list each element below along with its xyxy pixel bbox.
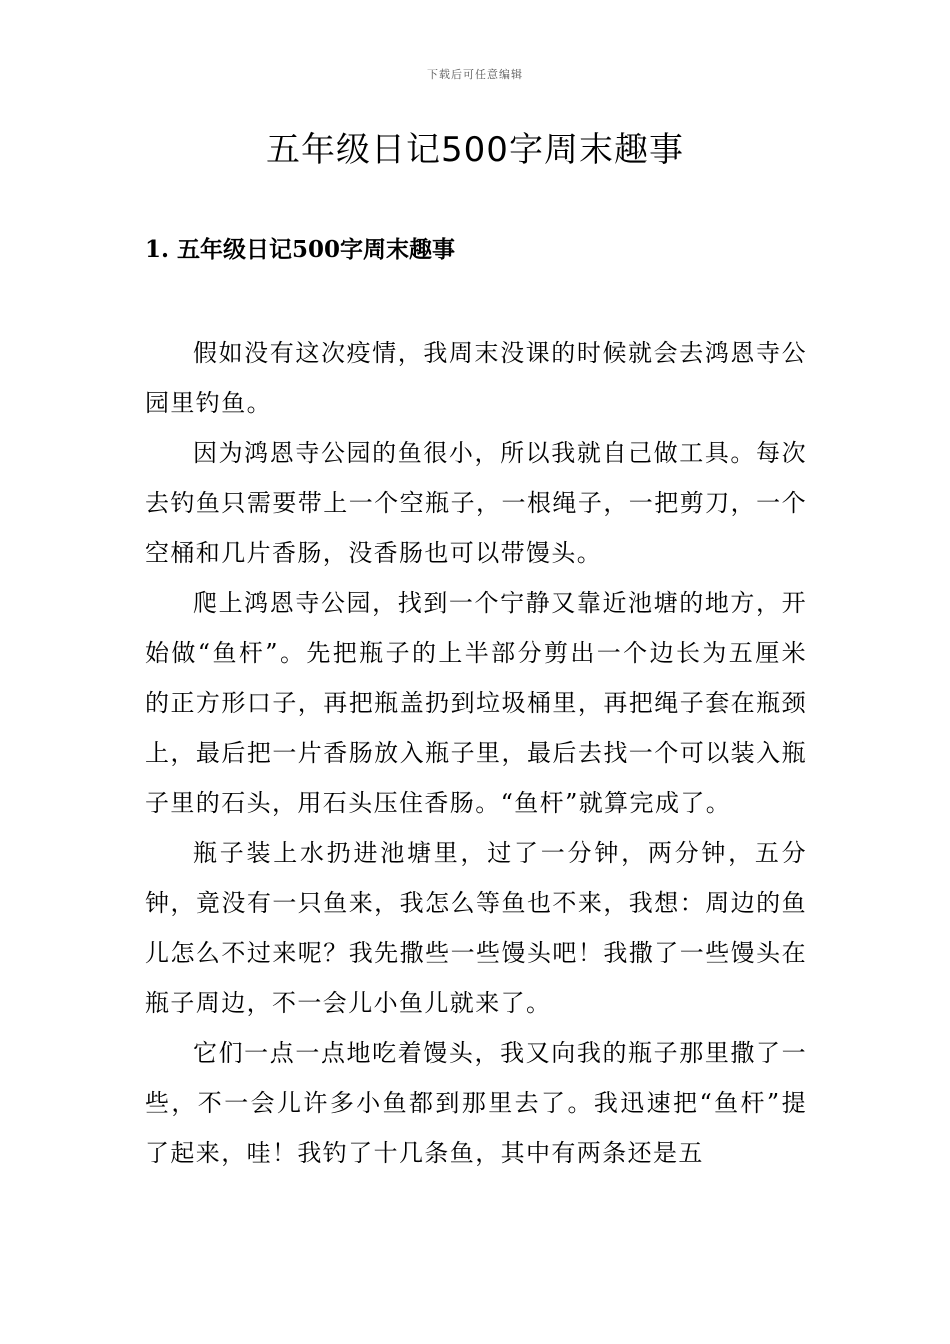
section-heading: 1. 五年级日记500字周末趣事 — [145, 236, 456, 263]
paragraph: 因为鸿恩寺公园的鱼很小，所以我就自己做工具。每次去钓鱼只需要带上一个空瓶子，一根绳子，一把剪刀，一个空桶和几片香肠，没香肠也可以带馒头。 — [145, 439, 807, 567]
paragraph: 瓶子装上水扔进池塘里，过了一分钟，两分钟，五分钟，竟没有一只鱼来，我怎么等鱼也不来，我想：周边的鱼儿怎么不过来呢？我先撒些一些馒头吧！我撒了一些馒头在瓶子周边，不一会儿小鱼儿就来了。 — [145, 839, 807, 1017]
paragraph: 假如没有这次疫情，我周末没课的时候就会去鸿恩寺公园里钓鱼。 — [145, 339, 807, 417]
paragraph: 爬上鸿恩寺公园，找到一个宁静又靠近池塘的地方，开始做“鱼杆”。先把瓶子的上半部分剪出一个边长为五厘米的正方形口子，再把瓶盖扔到垃圾桶里，再把绳子套在瓶颈上，最后把一片香肠放入瓶子里，最后去找一个可以装入瓶子里的石头，用石头压住香肠。“鱼杆”就算完成了。 — [145, 589, 807, 817]
document-title: 五年级日记500字周末趣事 — [266, 130, 684, 170]
paragraph: 它们一点一点地吃着馒头，我又向我的瓶子那里撒了一些，不一会儿许多小鱼都到那里去了。我迅速把“鱼杆”提了起来，哇！我钓了十几条鱼，其中有两条还是五 — [145, 1039, 807, 1167]
body-text — [145, 328, 807, 1178]
header-note: 下载后可任意编辑 — [427, 68, 523, 81]
